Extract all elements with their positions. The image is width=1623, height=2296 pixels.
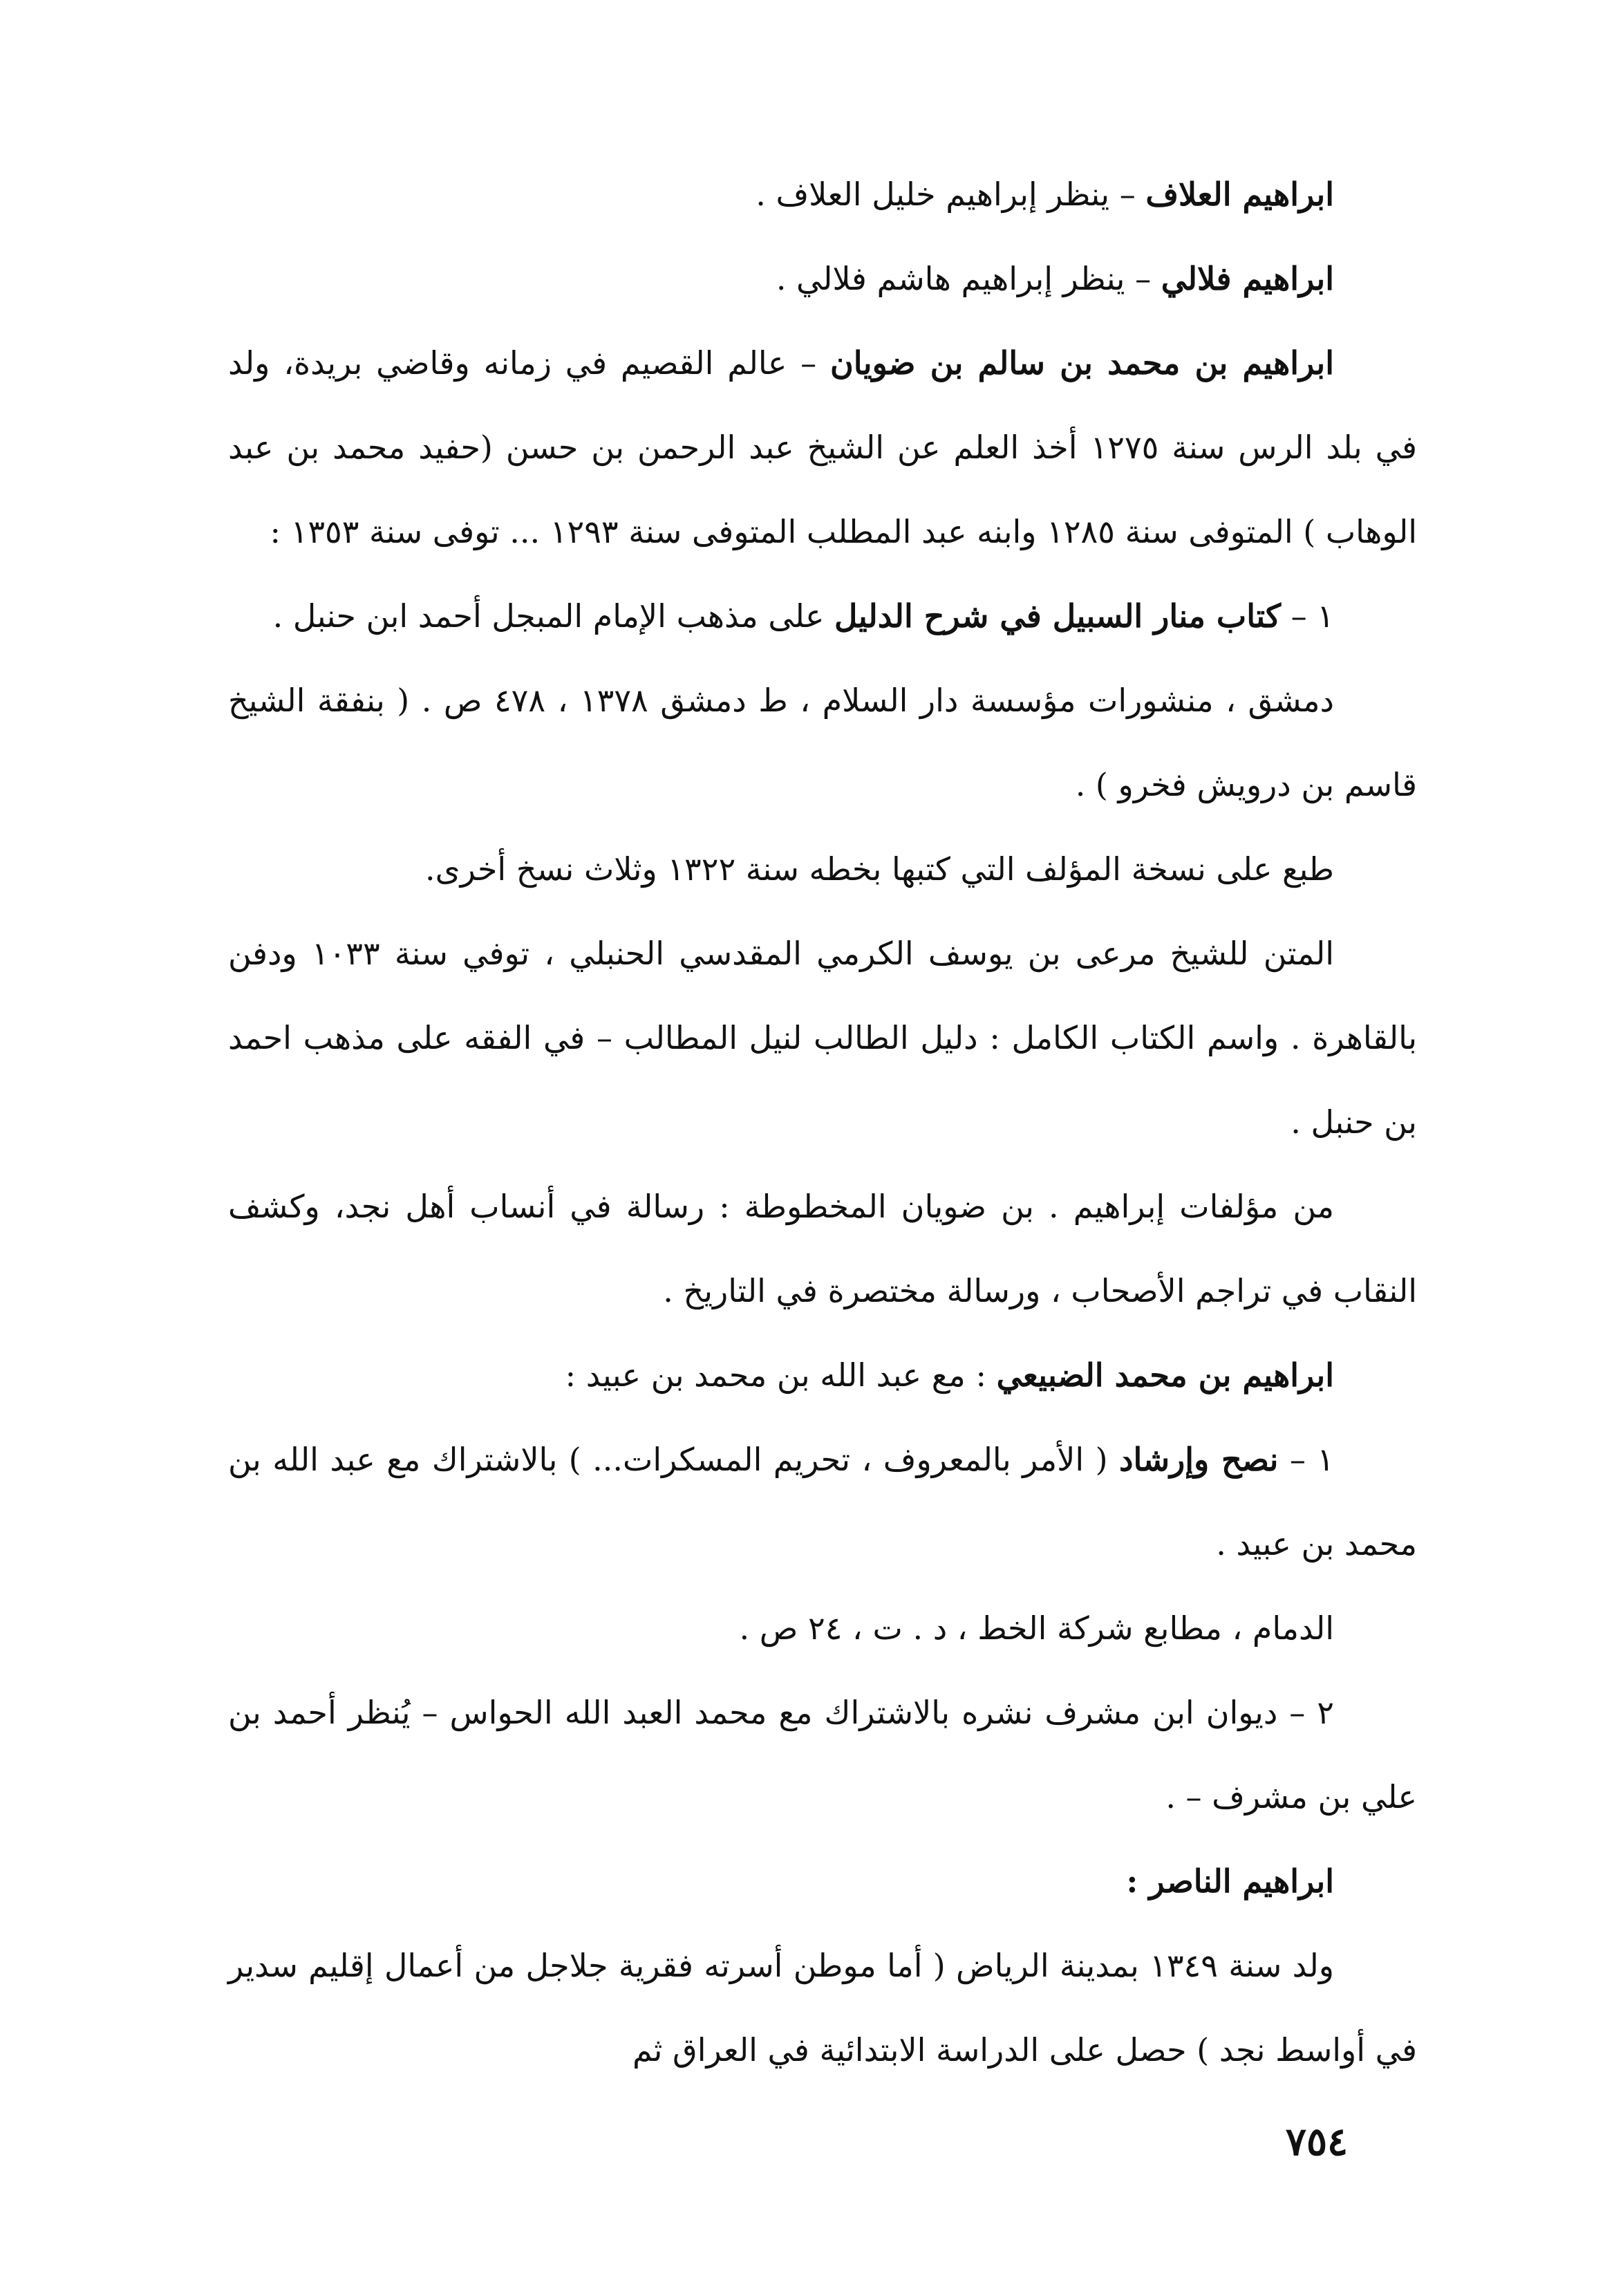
note-paragraph: طبع على نسخة المؤلف التي كتبها بخطه سنة ١٣٢٢ وثلاث نسخ أخرى. <box>424 850 1334 888</box>
entry-heading: ابراهيم العلاف <box>1145 176 1334 213</box>
book-desc: ( الأمر بالمعروف ، تحريم المسكرات... ) بالاشتراك مع عبد الله بن محمد بن عبيد . <box>228 1441 1417 1562</box>
entry-text: : مع عبد الله بن محمد بن عبيد : <box>565 1356 997 1394</box>
entry-text: – ينظر إبراهيم هاشم فلالي . <box>776 260 1161 297</box>
book-item-manar <box>228 574 1417 658</box>
book-item-diwan: ٢ – ديوان ابن مشرف نشره بالاشتراك مع محمد العبد الله الحواس – يُنظر أحمد بن علي بن مشرف – . <box>228 1694 1417 1816</box>
entry-heading: ابراهيم بن محمد الضبيعي <box>996 1356 1334 1394</box>
entry-heading: ابراهيم بن محمد بن سالم بن ضويان <box>829 344 1334 382</box>
entry-ibrahim-allaf <box>228 152 1417 236</box>
book-item-nush <box>228 1417 1417 1586</box>
publication-info: دمشق ، منشورات مؤسسة دار السلام ، ط دمشق ١٣٧٨ ، ٤٧٨ ص . ( بنفقة الشيخ قاسم بن درويش فخرو ) . <box>228 682 1417 803</box>
entry-ibrahim-falali <box>228 236 1417 321</box>
entry-ibrahim-nasser-heading: ابراهيم الناصر : <box>1126 1863 1334 1900</box>
note-paragraph: المتن للشيخ مرعى بن يوسف الكرمي المقدسي الحنبلي ، توفي سنة ١٠٣٣ ودفن بالقاهرة . واسم الكتاب الكامل : دليل الطالب لنيل المطالب – في الفقه على مذهب احمد بن حنبل . <box>228 935 1417 1141</box>
entry-text: – ينظر إبراهيم خليل العلاف . <box>756 176 1146 213</box>
entry-text: – عالم القصيم في زمانه وقاضي بريدة، ولد في بلد الرس سنة ١٢٧٥ أخذ العلم عن الشيخ عبد الرحمن بن حسن (حفيد محمد بن عبد الوهاب ) المتوفى سنة ١٢٨٥ وابنه عبد المطلب المتوفى سنة ١٢٩٣ ... توفى سنة ١٣٥٣ : <box>228 344 1417 550</box>
item-number: ١ – <box>1278 1441 1335 1478</box>
book-title: كتاب منار السبيل في شرح الدليل <box>834 597 1282 635</box>
page-number: ٧٥٤ <box>1285 2119 1349 2165</box>
entry-heading: ابراهيم فلالي <box>1161 260 1334 297</box>
book-desc: على مذهب الإمام المبجل أحمد ابن حنبل . <box>272 597 835 635</box>
document-body <box>228 152 1417 2092</box>
entry-ibrahim-nasser-text: ولد سنة ١٣٤٩ بمدينة الرياض ( أما موطن أسرته فقرية جلاجل من أعمال إقليم سدير في أواسط نجد ) حصل على الدراسة الابتدائية في العراق ثم <box>228 1947 1417 2069</box>
entry-ibrahim-dubayi <box>228 1333 1417 1417</box>
entry-ibrahim-ibn-dhuwayan <box>228 321 1417 574</box>
item-number: ١ – <box>1281 597 1334 635</box>
note-paragraph: من مؤلفات إبراهيم . بن ضويان المخطوطة : رسالة في أنساب أهل نجد، وكشف النقاب في تراجم الأصحاب ، ورسالة مختصرة في التاريخ . <box>228 1188 1417 1309</box>
publication-info: الدمام ، مطابع شركة الخط ، د . ت ، ٢٤ ص . <box>739 1609 1334 1647</box>
book-title: نصح وإرشاد <box>1118 1441 1279 1478</box>
